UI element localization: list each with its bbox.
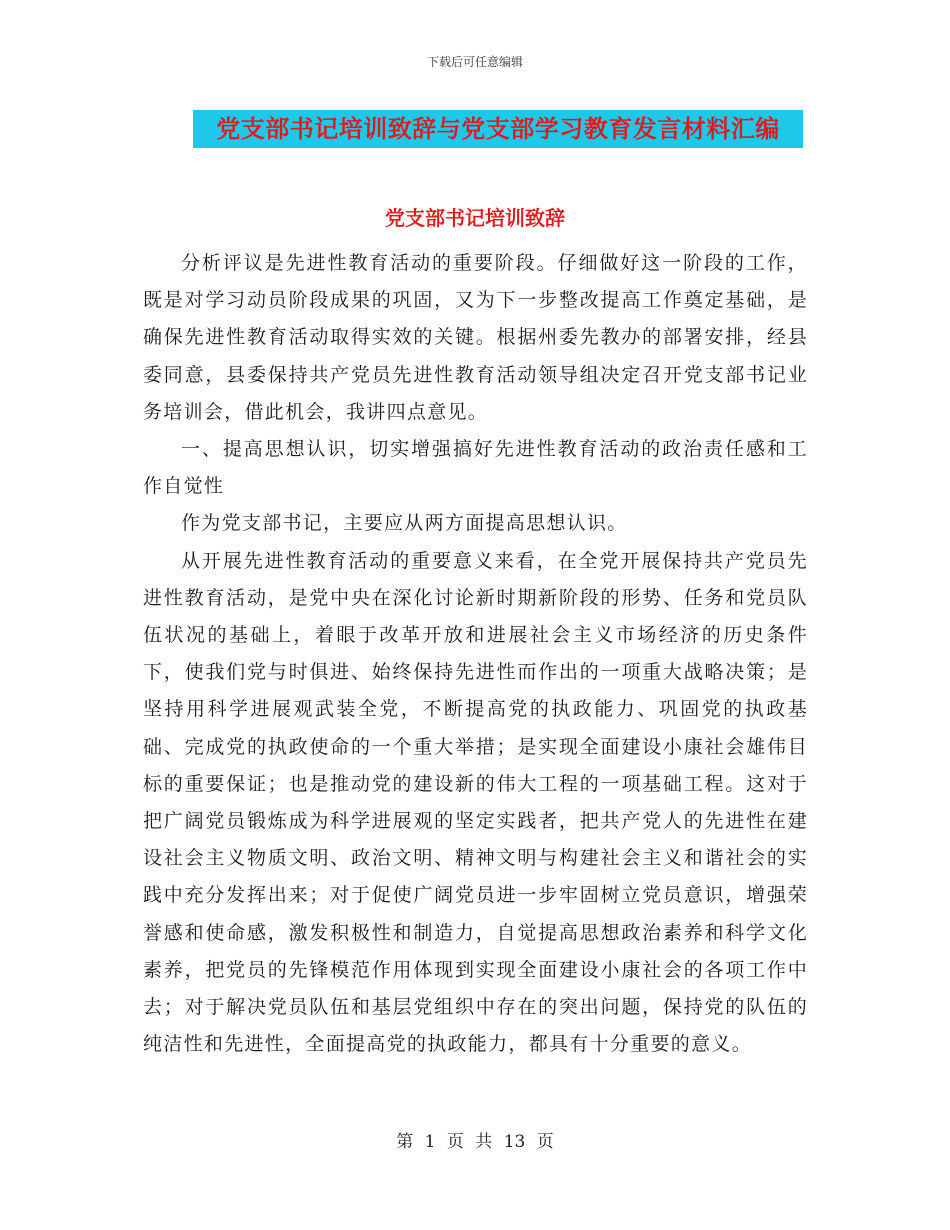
body-text bbox=[143, 245, 808, 1063]
paragraph-intro: 分析评议是先进性教育活动的重要阶段。仔细做好这一阶段的工作，既是对学习动员阶段成果的巩固，又为下一步整改提高工作奠定基础，是确保先进性教育活动取得实效的关键。根据州委先教办的部署安排，经县委同意，县委保持共产党员先进性教育活动领导组决定召开党支部书记业务培训会，借此机会，我讲四点意见。 bbox=[143, 252, 808, 423]
document-title: 党支部书记培训致辞与党支部学习教育发言材料汇编 bbox=[216, 115, 780, 143]
paragraph-significance: 从开展先进性教育活动的重要意义来看，在全党开展保持共产党员先进性教育活动，是党中央在深化讨论新时期新阶段的形势、任务和党员队伍状况的基础上，着眼于改革开放和进展社会主义市场经济的历史条件下，使我们党与时俱进、始终保持先进性而作出的一项重大战略决策；是坚持用科学进展观武装全党，不断提高党的执政能力、巩固党的执政基础、完成党的执政使命的一个重大举措；是实现全面建设小康社会雄伟目标的重要保证；也是推动党的建设新的伟大工程的一项基础工程。这对于把广阔党员锻炼成为科学进展观的坚定实践者，把共产党人的先进性在建设社会主义物质文明、政治文明、精神文明与构建社会主义和谐社会的实践中充分发挥出来；对于促使广阔党员进一步牢固树立党员意识，增强荣誉感和使命感，激发积极性和制造力，自觉提高思想政治素养和科学文化素养，把党员的先锋模范作用体现到实现全面建设小康社会的各项工作中去；对于解决党员队伍和基层党组织中存在的突出问题，保持党的队伍的纯洁性和先进性，全面提高党的执政能力，都具有十分重要的意义。 bbox=[143, 549, 808, 1056]
paragraph-heading-one: 一、提高思想认识，切实增强搞好先进性教育活动的政治责任感和工作自觉性 bbox=[143, 438, 808, 498]
page-number: 第 1 页 共 13 页 bbox=[396, 1132, 554, 1152]
header-note: 下载后可任意编辑 bbox=[426, 55, 523, 69]
paragraph-two-aspects: 作为党支部书记，主要应从两方面提高思想认识。 bbox=[181, 512, 628, 535]
section-title: 党支部书记培训致辞 bbox=[385, 206, 565, 230]
